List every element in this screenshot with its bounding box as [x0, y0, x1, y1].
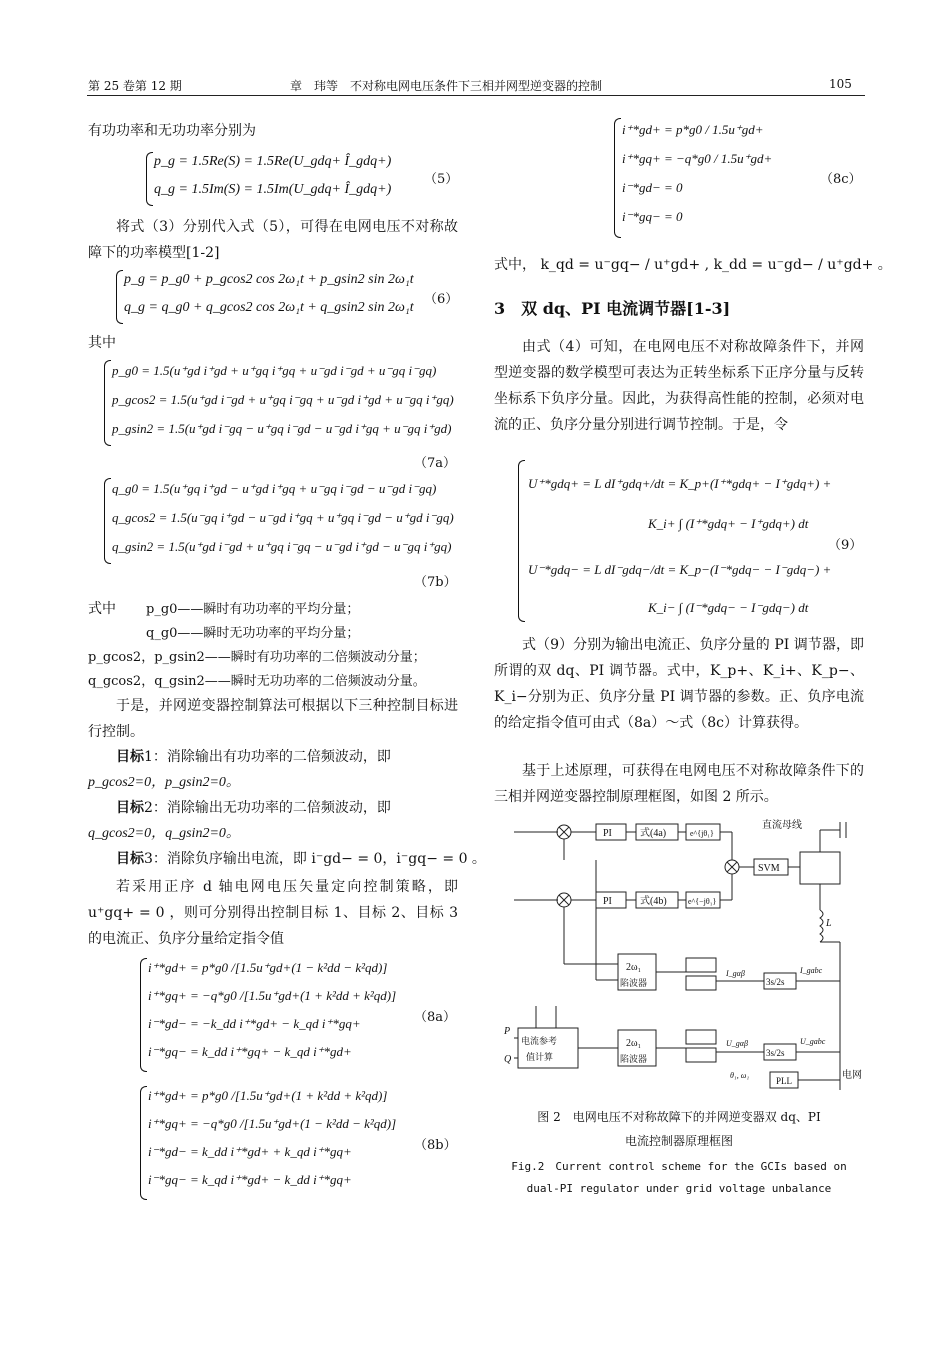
eq8c-line4: i⁻*gq− = 0	[622, 209, 683, 224]
para-strategy: 若采用正序 d 轴电网电压矢量定向控制策略，即 u⁺gq+ = 0 ，则可分别得出控制目标 1、目标 2、目标 3 的电流正、负序分量给定指令值	[88, 879, 458, 947]
eq9-line3: U⁻*gdq− = L dI⁻gdq−/dt = K_p−(I⁻*gdq− − I⁻gdq−) +	[528, 562, 832, 577]
eq9-number: （9）	[828, 538, 863, 553]
eq7a-line3: p_gsin2 = 1.5(u⁺gd i⁻gq − u⁺gq i⁻gd − u⁻gd i⁺gq + u⁻gq i⁺gd)	[112, 421, 452, 436]
eq8c-line1: i⁺*gd+ = p*g0 / 1.5u⁺gd+	[622, 122, 764, 137]
label-notch-i2: 陷波器	[620, 978, 648, 988]
def-lead: 式中	[88, 601, 116, 617]
label-notch-i: 2ω₁	[626, 962, 642, 973]
goal1-label: 目标	[116, 749, 144, 765]
brace-6	[116, 270, 123, 324]
eq9-line1: U⁺*gdq+ = L dI⁺gdq+/dt = K_p+(I⁺*gdq+ − I⁺gdq+) +	[528, 476, 832, 491]
rot-current-neg	[686, 958, 716, 972]
rot-current-pos	[686, 976, 716, 990]
label-calc2: 值计算	[526, 1052, 554, 1062]
label-Q: Q	[504, 1054, 512, 1065]
eq9-line2: K_i+ ∫ (I⁺*gdq+ − I⁺gdq+) dt	[648, 516, 809, 531]
caption-en-line2: dual-PI regulator under grid voltage unbalance	[526, 1182, 832, 1195]
para-k-def: 式中， k_qd = u⁻gq− / u⁺gd+ , k_dd = u⁻gd− / u⁺gd+ 。	[494, 257, 892, 273]
label-dcbus: 直流母线	[762, 820, 802, 831]
eq7a-line2: p_gcos2 = 1.5(u⁺gd i⁻gd + u⁺gq i⁻gq + u⁻gd i⁺gd + u⁻gq i⁺gq)	[112, 392, 454, 407]
label-eq4a: 式(4a)	[640, 828, 667, 839]
eq7b-line2: q_gcos2 = 1.5(u⁻gq i⁺gd − u⁻gd i⁺gq + u⁺gq i⁻gd − u⁺gd i⁻gq)	[112, 510, 454, 525]
eq9-line4: K_i− ∫ (I⁻*gdq− − I⁻gdq−) dt	[648, 600, 809, 615]
goal3-text: 3：消除负序输出电流，即 i⁻gd− = 0，i⁻gq− = 0 。	[144, 851, 486, 867]
inverter-block	[800, 852, 840, 884]
label-calc1: 电流参考	[521, 1036, 558, 1046]
para-dq: 由式（4）可知，在电网电压不对称故障条件下，并网型逆变器的数学模型可表达为正转坐标系下正序分量与反转坐标系下负序分量。因此，为获得高性能的控制，必须对电流的正、负序分量分别进行调节控制。于是，令	[494, 339, 864, 433]
label-ugab: U_gαβ	[726, 1039, 748, 1048]
label-conv-i: 3s/2s	[766, 977, 785, 987]
eq7a-line1: p_g0 = 1.5(u⁺gd i⁺gd + u⁺gq i⁺gq + u⁻gd i⁻gd + u⁻gq i⁻gq)	[112, 363, 437, 378]
eq8a-line3: i⁻*gd− = −k_dd i⁺*gd+ − k_qd i⁺*gq+	[148, 1016, 361, 1031]
label-notch-u: 2ω₁	[626, 1038, 642, 1049]
goal1-text: 1：消除输出有功功率的二倍频波动，即	[144, 749, 391, 765]
eq6-number: （6）	[424, 292, 459, 307]
para-power: 有功功率和无功功率分别为	[88, 123, 256, 139]
eq8b-number: （8b）	[414, 1138, 457, 1153]
para-pi: 式（9）分别为输出电流正、负序分量的 PI 调节器，即所谓的双 dq、PI 调节器。式中，K_p+、K_i+、K_p−、K_i−分别为正、负序分量 PI 调节器的参数。正、负序电流的给定指令值可由式（8a）～式（8c）计算获得。	[494, 637, 864, 731]
label-P: P	[504, 1026, 511, 1037]
eq7a-number: （7a）	[414, 456, 457, 471]
def-p2f: p_gcos2，p_gsin2——瞬时有功功率的二倍频波动分量；	[88, 650, 426, 665]
figure-2-diagram	[500, 810, 866, 1100]
label-rot-pos: e^{jθ₁}	[690, 829, 714, 838]
brace-7a	[104, 360, 111, 446]
goal2-eq: q_gcos2=0，q_gsin2=0。	[88, 826, 240, 841]
para-where: 其中	[88, 335, 116, 351]
eq5-number: （5）	[424, 172, 459, 187]
section-3-heading: 3 双 dq、PI 电流调节器[1-3]	[494, 299, 731, 318]
eq5-line1: p_g = 1.5Re(S) = 1.5Re(U_gdq+ Î_gdq+)	[154, 154, 392, 169]
running-title: 章 玮等 不对称电网电压条件下三相并网型逆变器的控制	[290, 79, 603, 93]
brace-8b	[140, 1086, 147, 1200]
label-pi-pos: PI	[603, 828, 612, 839]
page-number: 105	[829, 77, 852, 91]
journal-issue: 第 25 卷第 12 期	[88, 79, 182, 93]
brace-9	[518, 460, 525, 622]
eq7b-line3: q_gsin2 = 1.5(u⁺gd i⁻gd + u⁺gq i⁻gq − u⁻gd i⁺gd − u⁻gq i⁺gq)	[112, 539, 452, 554]
label-svm: SVM	[758, 863, 780, 874]
label-igabc: I_gabc	[800, 966, 823, 975]
caption-cn-line1: 图 2 电网电压不对称故障下的并网逆变器双 dq、PI	[537, 1110, 821, 1124]
eq8c-number: （8c）	[820, 172, 862, 187]
header-rule	[87, 95, 865, 96]
label-rot-neg: e^{−jθ₁}	[688, 897, 717, 906]
eq8c-line2: i⁺*gq+ = −q*g0 / 1.5u⁺gd+	[622, 151, 773, 166]
eq6-line1: p_g = p_g0 + p_gcos2 cos 2ω₁t + p_gsin2 sin 2ω₁t	[124, 272, 414, 287]
eq8a-number: （8a）	[414, 1010, 457, 1025]
label-pll: PLL	[776, 1076, 793, 1086]
brace-7b	[104, 478, 111, 564]
label-theta: θ₁, ω₁	[730, 1071, 750, 1080]
label-ugabc: U_gabc	[800, 1037, 826, 1046]
rot-voltage-neg	[686, 1030, 716, 1044]
caption-cn-line2: 电流控制器原理框图	[624, 1134, 733, 1148]
para-goals: 于是，并网逆变器控制算法可根据以下三种控制目标进行控制。	[88, 698, 458, 740]
label-igab: I_gαβ	[726, 969, 745, 978]
eq7b-number: （7b）	[414, 575, 457, 590]
current-reference-calc	[518, 1028, 578, 1068]
eq8b-line4: i⁻*gq− = k_qd i⁺*gd+ − k_dd i⁺*gq+	[148, 1172, 352, 1187]
caption-en-line1: Fig.2 Current control scheme for the GCIs based on	[511, 1160, 847, 1173]
goal1	[116, 744, 391, 770]
para-fig-intro: 基于上述原理，可获得在电网电压不对称故障条件下的三相并网逆变器控制原理框图，如图 2 所示。	[494, 763, 864, 805]
def-qg0: q_g0——瞬时无功功率的平均分量；	[146, 626, 360, 641]
goal3-label: 目标	[116, 851, 144, 867]
eq8a-line1: i⁺*gd+ = p*g0 /[1.5u⁺gd+(1 − k²dd − k²qd)]	[148, 960, 388, 975]
def-pg0: p_g0——瞬时有功功率的平均分量；	[146, 602, 360, 617]
label-notch-u2: 陷波器	[620, 1054, 648, 1064]
label-grid: 电网	[842, 1070, 862, 1081]
eq8b-line2: i⁺*gq+ = −q*g0 /[1.5u⁺gd+(1 − k²dd − k²qd)]	[148, 1116, 397, 1131]
eq5-line2: q_g = 1.5Im(S) = 1.5Im(U_gdq+ Î_gdq+)	[154, 182, 392, 197]
brace-5	[146, 152, 153, 206]
label-L: L	[826, 918, 832, 929]
goal2-text: 2：消除输出无功功率的二倍频波动，即	[144, 800, 391, 816]
eq8a-line4: i⁻*gq− = k_dd i⁺*gq+ − k_qd i⁺*gd+	[148, 1044, 352, 1059]
eq6-line2: q_g = q_g0 + q_gcos2 cos 2ω₁t + q_gsin2 sin 2ω₁t	[124, 300, 414, 315]
eq8a-line2: i⁺*gq+ = −q*g0 /[1.5u⁺gd+(1 + k²dd + k²qd)]	[148, 988, 397, 1003]
goal3	[116, 846, 486, 872]
eq8b-line3: i⁻*gd− = k_dd i⁺*gd+ + k_qd i⁺*gq+	[148, 1144, 352, 1159]
eq7b-line1: q_g0 = 1.5(u⁺gq i⁺gd − u⁺gd i⁺gq + u⁻gq i⁻gd − u⁻gd i⁻gq)	[112, 481, 437, 496]
goal2-label: 目标	[116, 800, 144, 816]
def-q2f: q_gcos2，q_gsin2——瞬时无功功率的二倍频波动分量。	[88, 674, 426, 689]
label-eq4b: 式(4b)	[640, 896, 667, 907]
goal2	[116, 795, 391, 821]
rot-voltage-pos	[686, 1048, 716, 1062]
para-model: 将式（3）分别代入式（5），可得在电网电压不对称故障下的功率模型[1-2]	[88, 219, 458, 261]
brace-8a	[140, 958, 147, 1072]
eq8b-line1: i⁺*gd+ = p*g0 /[1.5u⁺gd+(1 + k²dd + k²qd)]	[148, 1088, 388, 1103]
goal1-eq: p_gcos2=0，p_gsin2=0。	[88, 775, 240, 790]
brace-8c	[614, 118, 621, 238]
label-conv-u: 3s/2s	[766, 1048, 785, 1058]
eq8c-line3: i⁻*gd− = 0	[622, 180, 683, 195]
label-pi-neg: PI	[603, 896, 612, 907]
